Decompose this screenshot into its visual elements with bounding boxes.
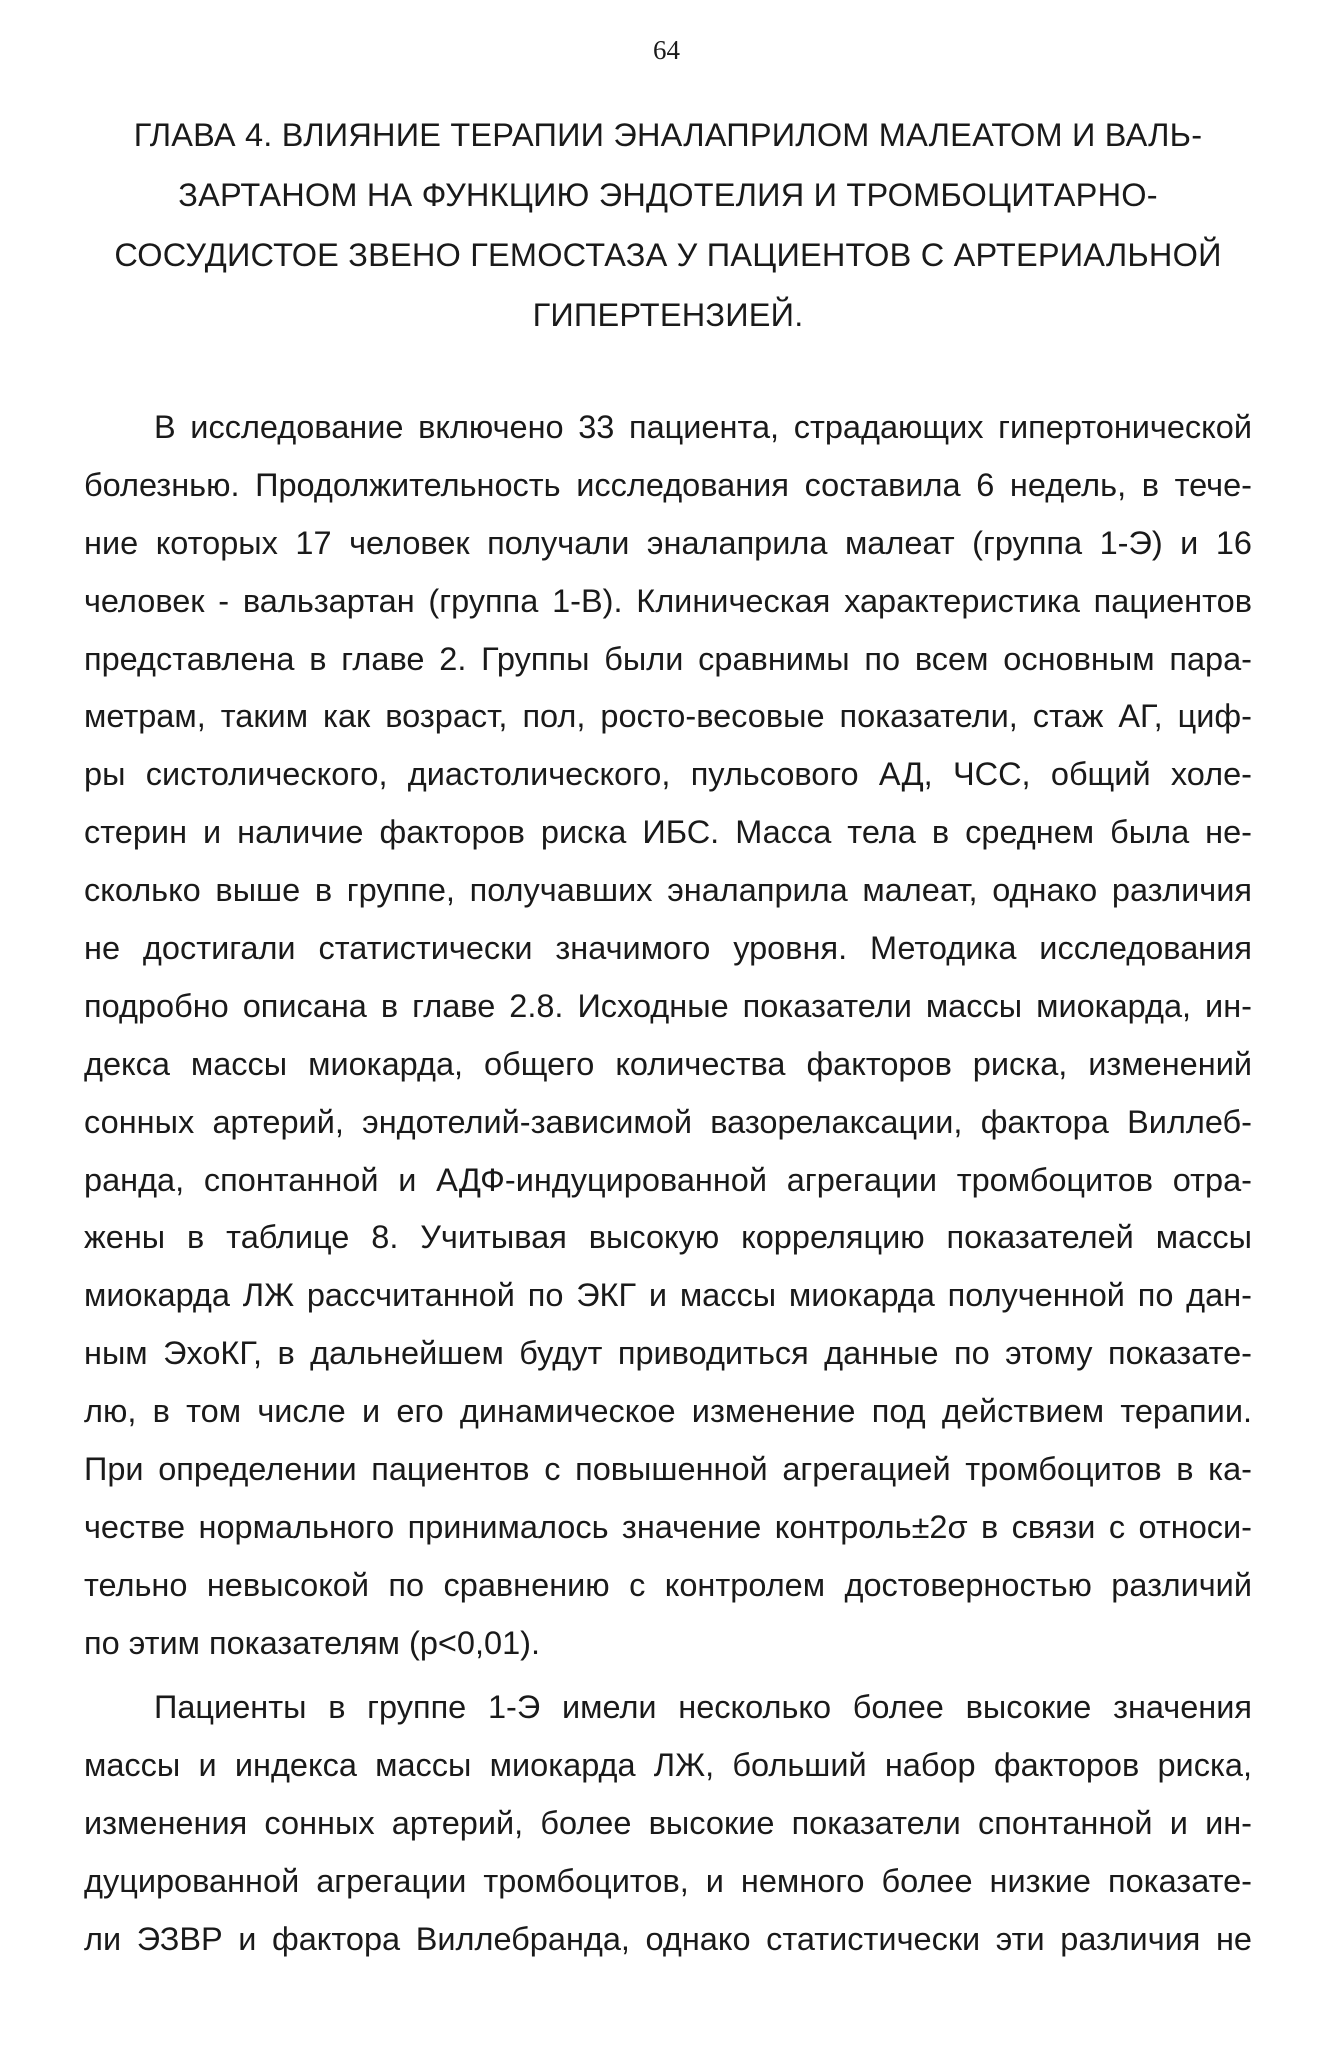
- text-line: честве нормального принималось значение контроль±2σ в связи с относи-: [84, 1508, 1252, 1545]
- text-line: декса массы миокарда, общего количества факторов риска, изменений: [84, 1045, 1252, 1082]
- text-line: ранда, спонтанной и АДФ-индуцированной агрегации тромбоцитов отра-: [84, 1161, 1252, 1198]
- text-line: болезнью. Продолжительность исследования составила 6 недель, в тече-: [84, 466, 1252, 503]
- text-line: тельно невысокой по сравнению с контролем достоверностью различий: [84, 1566, 1252, 1603]
- text-line: жены в таблице 8. Учитывая высокую корреляцию показателей массы: [84, 1219, 1252, 1256]
- text-line: миокарда ЛЖ рассчитанной по ЭКГ и массы миокарда полученной по дан-: [84, 1277, 1252, 1314]
- text-line: изменения сонных артерий, более высокие показатели спонтанной и ин-: [84, 1804, 1252, 1841]
- text-line: сонных артерий, эндотелий-зависимой вазорелаксации, фактора Виллеб-: [84, 1103, 1252, 1140]
- text-line: дуцированной агрегации тромбоцитов, и немного более низкие показате-: [84, 1862, 1252, 1899]
- text-line: ли ЭЗВР и фактора Виллебранда, однако статистически эти различия не: [84, 1920, 1252, 1957]
- chapter-title-line: ГЛАВА 4. ВЛИЯНИЕ ТЕРАПИИ ЭНАЛАПРИЛОМ МАЛЕАТОМ И ВАЛЬ-: [133, 117, 1203, 153]
- chapter-title-line: СОСУДИСТОЕ ЗВЕНО ГЕМОСТАЗА У ПАЦИЕНТОВ С АРТЕРИАЛЬНОЙ: [114, 237, 1222, 273]
- text-line: В исследование включено 33 пациента, страдающих гипертонической: [154, 409, 1252, 445]
- text-line: При определении пациентов с повышенной агрегацией тромбоцитов в ка-: [84, 1451, 1252, 1488]
- text-line: по этим показателям (p<0,01).: [84, 1624, 540, 1661]
- text-line: ры систолического, диастолического, пульсового АД, ЧСС, общий холе-: [84, 756, 1252, 793]
- chapter-title: [88, 105, 1248, 345]
- text-line: стерин и наличие факторов риска ИБС. Масса тела в среднем была не-: [84, 814, 1252, 851]
- text-line: метрам, таким как возраст, пол, росто-весовые показатели, стаж АГ, циф-: [84, 698, 1252, 735]
- chapter-title-line: ЗАРТАНОМ НА ФУНКЦИЮ ЭНДОТЕЛИЯ И ТРОМБОЦИТАРНО-: [178, 177, 1158, 213]
- paragraph-2: [84, 1679, 1252, 1968]
- text-line: человек - вальзартан (группа 1-В). Клиническая характеристика пациентов: [84, 582, 1252, 619]
- text-line: представлена в главе 2. Группы были сравнимы по всем основным пара-: [84, 640, 1252, 677]
- text-line: массы и индекса массы миокарда ЛЖ, больший набор факторов риска,: [84, 1746, 1252, 1783]
- text-line: подробно описана в главе 2.8. Исходные показатели массы миокарда, ин-: [84, 987, 1252, 1024]
- text-line: ным ЭхоКГ, в дальнейшем будут приводиться данные по этому показате-: [84, 1335, 1252, 1372]
- text-line: сколько выше в группе, получавших эналаприла малеат, однако различия: [84, 872, 1252, 909]
- text-line: лю, в том числе и его динамическое изменение под действием терапии.: [84, 1393, 1252, 1430]
- text-line: ние которых 17 человек получали эналаприла малеат (группа 1-Э) и 16: [84, 524, 1252, 561]
- page-number: 64: [653, 35, 680, 65]
- chapter-title-line: ГИПЕРТЕНЗИЕЙ.: [532, 297, 804, 333]
- text-line: не достигали статистически значимого уровня. Методика исследования: [84, 930, 1252, 967]
- paragraph-1: [84, 399, 1252, 1673]
- text-line: Пациенты в группе 1-Э имели несколько более высокие значения: [154, 1689, 1252, 1725]
